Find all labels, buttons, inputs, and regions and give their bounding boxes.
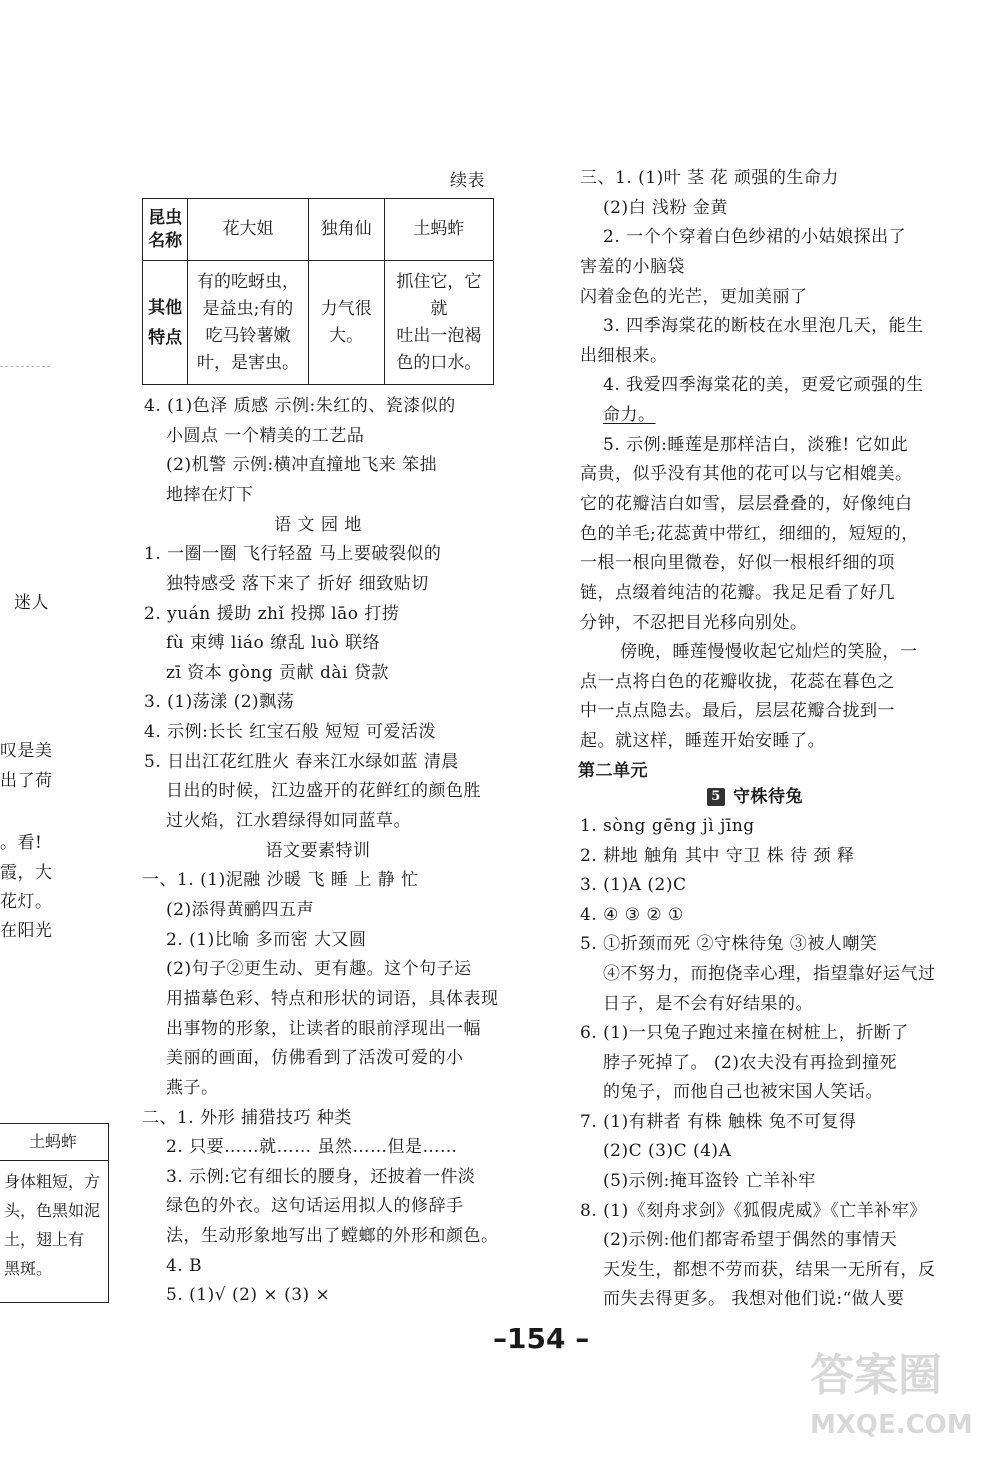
answer-line: 3. 示例:它有细长的腰身，还披着一件淡 [166,1167,476,1187]
left-table-line: 头，色黑如泥 [4,1201,101,1220]
answer-line: 它的花瓣洁白如雪，层层叠叠的，好像纯白 [580,494,913,514]
lesson-number-badge: 5 [707,788,725,806]
table-cell [188,261,308,385]
answer-line: 5. 示例:睡莲是那样洁白，淡雅! 它如此 [603,435,909,455]
watermark-url: MXQE.COM [810,1410,973,1440]
answer-line: 1. sòng gēng jì jīng [580,816,755,836]
answer-line: (2)C (3)C (4)A [603,1141,732,1161]
cell-line: 吃马铃薯嫩 [205,325,291,346]
answer-line: 5. ①折颈而死 ②守株待兔 ③被人嘲笑 [580,934,878,954]
answer-line: (5)示例:掩耳盗铃 亡羊补牢 [603,1171,816,1191]
answer-line: 害羞的小脑袋 [580,257,685,277]
answer-line: 二、1. 外形 捕猎技巧 种类 [142,1108,352,1128]
answer-line: 2. (1)比喻 多而密 大又圆 [166,930,367,950]
answer-line: 天发生，都想不劳而获，结果一无所有，反 [603,1260,936,1280]
left-fragment: 花灯。 [0,892,53,912]
watermark-brand: 答案圈 [810,1350,942,1401]
answer-line: 5. (1)√ (2) × (3) × [166,1285,331,1305]
answer-line: 过火焰，江水碧绿得如同蓝草。 [166,811,411,831]
cell-line: 吐出一泡褐 [396,325,482,346]
left-table-line: 黑斑。 [4,1259,53,1278]
cell-line: 有的吃蚜虫， [196,271,299,292]
continued-label: 续表 [450,171,485,191]
answer-line: 出事物的形象，让读者的眼前浮现出一幅 [166,1019,481,1039]
lesson-title-text: 守株待兔 [733,787,803,807]
answer-line: 8. (1)《刻舟求剑》《狐假虎威》《亡羊补牢》 [580,1201,927,1221]
cell-line: 大。 [329,325,364,346]
answer-line: (2)白 浅粉 金黄 [603,198,728,218]
answer-line: 5. 日出江花红胜火 春来江水绿如蓝 清晨 [144,752,459,772]
table-cell: 花大姐 [188,199,308,261]
answer-line: 4. 我爱四季海棠花的美，更爱它顽强的生 [603,375,924,395]
answer-line: 2. 只要……就…… 虽然……但是…… [166,1137,458,1157]
answer-line: 地摔在灯下 [166,485,254,505]
left-fragment: 霞，大 [0,863,53,883]
answer-line: 起。就这样，睡莲开始安睡了。 [580,731,825,751]
answer-line: 色的羊毛;花蕊黄中带红，细细的，短短的， [580,524,919,544]
answer-line: 3. (1)荡漾 (2)飘荡 [144,692,295,712]
dashed-divider [0,366,50,367]
answer-line: 3. 四季海棠花的断枝在水里泡几天，能生 [603,316,924,336]
answer-line: 而失去得更多。 我想对他们说:“做人要 [603,1289,905,1309]
answer-line: 一、1. (1)泥融 沙暖 飞 睡 上 静 忙 [142,870,419,890]
answer-line: 的兔子，而他自己也被宋国人笑话。 [603,1082,883,1102]
left-fragment: 。看! [0,833,43,853]
lesson-title [580,786,930,808]
section-heading: 语文要素特训 [265,841,371,861]
answer-line: 2. yuán 援助 zhǐ 投掷 lāo 打捞 [144,604,400,624]
answer-line: 傍晚，睡莲慢慢收起它灿烂的笑脸，一 [620,642,918,662]
cell-line: 抓住它，它就 [396,271,482,319]
answer-line: (2)句子②更生动、更有趣。这个句子运 [166,959,472,979]
answer-line: 命力。 [603,405,656,425]
answer-line: 7. (1)有耕者 有株 触株 兔不可复得 [580,1112,857,1132]
answer-line: 2. 耕地 触角 其中 守卫 株 待 颈 释 [580,846,855,866]
answer-line: 中一点点隐去。最后，层层花瓣合拢到一 [580,701,895,721]
answer-line: 日出的时候，江边盛开的花鲜红的颜色胜 [166,781,481,801]
answer-line: 2. 一个个穿着白色纱裙的小姑娘探出了 [603,227,907,247]
answer-line: 链，点缀着纯洁的花瓣。我足足看了好几 [580,583,895,603]
answer-line: 燕子。 [166,1078,219,1098]
cell-line: 色的口水。 [396,352,482,373]
left-fragment: 叹是美 [0,741,53,761]
watermark [810,1350,995,1465]
answer-line: 6. (1)一只兔子跑过来撞在树桩上，折断了 [580,1023,909,1043]
left-table-line: 身体粗短，方 [4,1172,101,1191]
table-cell: 土蚂蚱 [384,199,493,261]
unit-heading: 第二单元 [578,761,648,781]
left-table [0,1123,109,1303]
answer-line: 三、1. (1)叶 茎 花 顽强的生命力 [580,168,839,188]
answer-line: 4. B [166,1256,203,1276]
table-cell [308,261,384,385]
left-table-body [0,1161,108,1283]
answer-line: 日子，是不会有好结果的。 [603,994,813,1014]
insect-table [142,198,494,385]
answer-line: 脖子死掉了。 (2)农夫没有再捡到撞死 [603,1053,897,1073]
left-table-header: 土蚂蚱 [0,1124,108,1161]
cell-line: 叶，是害虫。 [196,352,299,373]
answer-line: 法，生动形象地写出了螳螂的外形和颜色。 [166,1226,499,1246]
answer-line: (2)示例:他们都寄希望于偶然的事情天 [603,1230,898,1250]
answer-line: 美丽的画面，仿佛看到了活泼可爱的小 [166,1048,464,1068]
answer-line: (2)添得黄鹂四五声 [166,900,315,920]
left-fragment: 出了荷 [0,771,53,791]
answer-line: zī 资本 gòng 贡献 dài 贷款 [166,663,389,683]
table-cell: 独角仙 [308,199,384,261]
answer-line: (2)机警 示例:横冲直撞地飞来 笨拙 [166,455,438,475]
answer-line: 4. 示例:长长 红宝石般 短短 可爱活泼 [144,722,437,742]
answer-line: 出细根来。 [580,346,668,366]
answer-line: 点一点将白色的花瓣收拢，花蕊在暮色之 [580,672,895,692]
answer-line: 闪着金色的光芒，更加美丽了 [580,287,808,307]
answer-line: 4. ④ ③ ② ① [580,905,684,925]
table-cell [384,261,493,385]
section-heading: 语 文 园 地 [274,515,362,535]
answer-line: 小圆点 一个精美的工艺品 [166,426,365,446]
page-number: –154 – [493,1322,590,1355]
answer-line: 独特感受 落下来了 折好 细致贴切 [166,574,429,594]
left-fragment: 在阳光 [0,921,53,941]
table-header-insect-name: 昆虫名称 [143,199,188,261]
table-header-other-features: 其他特点 [143,261,188,385]
answer-line: 1. 一圈一圈 飞行轻盈 马上要破裂似的 [144,544,442,564]
left-table-line: 土，翅上有 [4,1230,85,1249]
answer-line: 用描摹色彩、特点和形状的词语，具体表现 [166,989,499,1009]
answer-line: 分钟，不忍把目光移向别处。 [580,613,808,633]
answer-line: fù 束缚 liáo 缭乱 luò 联络 [166,633,381,653]
answer-line: 3. (1)A (2)C [580,875,687,895]
answer-line: 高贵，似乎没有其他的花可以与它相媲美。 [580,464,913,484]
cell-line: 力气很 [320,298,372,319]
answer-line: ④不努力，而抱侥幸心理，指望靠好运气过 [603,964,936,984]
answer-line: 4. (1)色泽 质感 示例:朱红的、瓷漆似的 [144,396,456,416]
left-fragment: 迷人 [14,593,49,613]
answer-line: 一根一根向里微卷，好似一根根纤细的项 [580,553,895,573]
cell-line: 是益虫;有的 [202,298,294,319]
answer-line: 绿色的外衣。这句话运用拟人的修辞手 [166,1196,464,1216]
